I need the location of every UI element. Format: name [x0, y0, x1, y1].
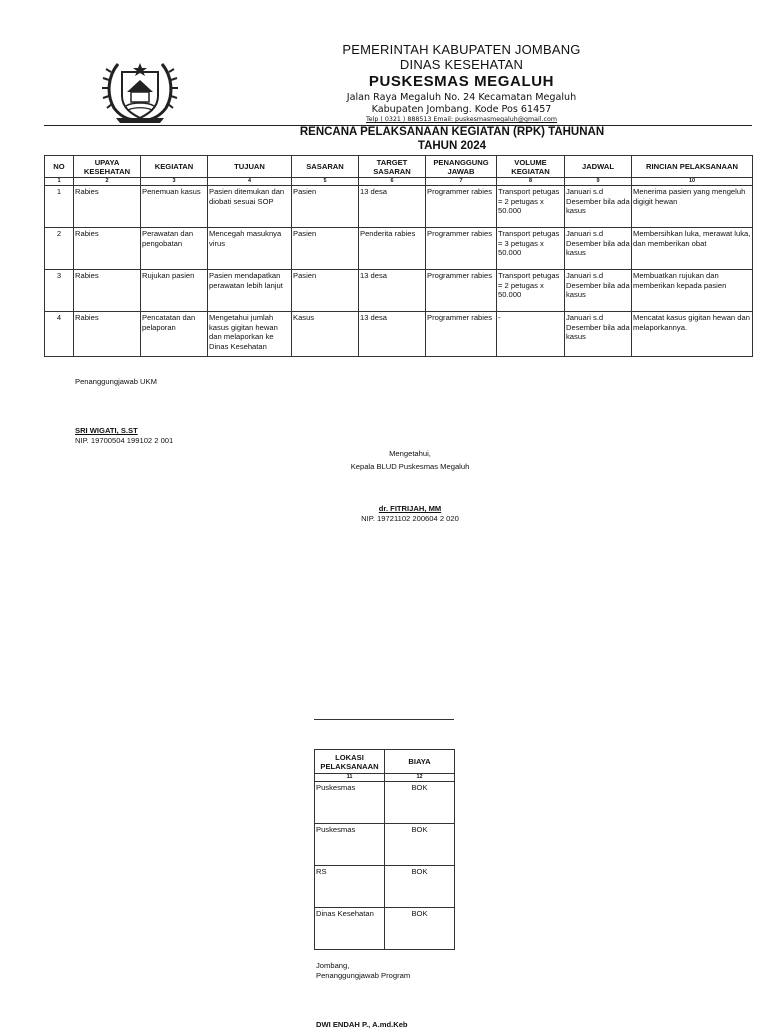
table-cell: 13 desa: [359, 186, 426, 228]
column-header: NO: [45, 156, 74, 178]
table-cell: RS: [315, 866, 385, 908]
column-number: 8: [497, 178, 565, 186]
column-header: BIAYA: [385, 750, 455, 774]
table-cell: Programmer rabies: [426, 228, 497, 270]
column-number: 9: [565, 178, 632, 186]
program-signature-block: [316, 961, 410, 981]
table-cell: BOK: [385, 824, 455, 866]
clinic-name: PUSKESMAS MEGALUH: [368, 73, 555, 90]
table-cell: Mencatat kasus gigitan hewan dan melaporkannya.: [632, 312, 753, 357]
address-line: Jalan Raya Megaluh No. 24 Kecamatan Megaluh: [346, 92, 577, 103]
column-number: 2: [74, 178, 141, 186]
table-cell: Programmer rabies: [426, 186, 497, 228]
table-cell: Perawatan dan pengobatan: [141, 228, 208, 270]
table-header-row: [315, 750, 455, 774]
column-number: 6: [359, 178, 426, 186]
table-cell: 3: [45, 270, 74, 312]
column-header: UPAYA KESEHATAN: [74, 156, 141, 178]
contact-line: Telp ( 0321 ) 888513 Email: puskesmasmegaluh@gmail.com: [366, 116, 557, 123]
table-cell: Dinas Kesehatan: [315, 908, 385, 950]
letterhead: [44, 40, 752, 128]
table-header-row: [45, 156, 753, 178]
column-number: 1: [45, 178, 74, 186]
location-cost-table: [314, 749, 455, 950]
table-cell: BOK: [385, 782, 455, 824]
ukm-signatory-nip: NIP. 19700504 199102 2 001: [75, 436, 174, 445]
table-cell: BOK: [385, 908, 455, 950]
document-title: RENCANA PELAKSANAAN KEGIATAN (RPK) TAHUNAN: [299, 126, 605, 138]
column-number: 3: [141, 178, 208, 186]
column-number-row: [45, 178, 753, 186]
table-row: [45, 186, 753, 228]
column-number-row: [315, 774, 455, 782]
table-cell: Januari s.d Desember bila ada kasus: [565, 228, 632, 270]
column-number: 7: [426, 178, 497, 186]
table-cell: Programmer rabies: [426, 270, 497, 312]
table-cell: Pasien: [292, 186, 359, 228]
column-header: PENANGGUNG JAWAB: [426, 156, 497, 178]
table-cell: Kasus: [292, 312, 359, 357]
ukm-signature-label: Penanggungjawab UKM: [75, 377, 157, 386]
column-number: 10: [632, 178, 753, 186]
table-cell: Transport petugas = 3 petugas x 50.000: [497, 228, 565, 270]
table-cell: Membersihkan luka, merawat luka, dan memberikan obat: [632, 228, 753, 270]
head-signatory-nip: NIP. 19721102 200604 2 020: [361, 514, 459, 523]
address-line-2: Kabupaten Jombang. Kode Pos 61457: [371, 104, 552, 115]
table-cell: 2: [45, 228, 74, 270]
head-title: Kepala BLUD Puskesmas Megaluh: [350, 462, 470, 471]
table-cell: Rabies: [74, 270, 141, 312]
column-header: KEGIATAN: [141, 156, 208, 178]
table-cell: Rujukan pasien: [141, 270, 208, 312]
table-cell: Pasien ditemukan dan diobati sesuai SOP: [208, 186, 292, 228]
column-number: 5: [292, 178, 359, 186]
table-cell: Mencegah masuknya virus: [208, 228, 292, 270]
column-header: LOKASI PELAKSANAAN: [315, 750, 385, 774]
letterhead-text: [324, 42, 599, 124]
table-row: [315, 782, 455, 824]
head-signatory-name: dr. FITRIJAH, MM: [378, 504, 442, 513]
table-cell: Mengetahui jumlah kasus gigitan hewan dan melaporkan ke Dinas Kesehatan: [208, 312, 292, 357]
column-header: JADWAL: [565, 156, 632, 178]
column-number: 11: [315, 774, 385, 782]
government-name: PEMERINTAH KABUPATEN JOMBANG: [342, 42, 581, 57]
table-cell: Penemuan kasus: [141, 186, 208, 228]
table-cell: Januari s.d Desember bila ada kasus: [565, 270, 632, 312]
page-divider: [314, 719, 454, 720]
table-cell: -: [497, 312, 565, 357]
table-row: [45, 312, 753, 357]
document-year: TAHUN 2024: [417, 140, 487, 152]
table-cell: Menerima pasien yang mengeluh digigit hewan: [632, 186, 753, 228]
column-header: TARGET SASARAN: [359, 156, 426, 178]
table-row: [45, 228, 753, 270]
table-cell: 1: [45, 186, 74, 228]
table-cell: 13 desa: [359, 270, 426, 312]
ukm-signature-block: [75, 426, 173, 446]
ukm-signatory-name: SRI WIGATI, S.ST: [75, 426, 138, 435]
table-cell: Pencatatan dan pelaporan: [141, 312, 208, 357]
table-cell: Transport petugas = 2 petugas x 50.000: [497, 270, 565, 312]
table-cell: Puskesmas: [315, 782, 385, 824]
rpk-table: [44, 155, 753, 357]
table-cell: Januari s.d Desember bila ada kasus: [565, 312, 632, 357]
column-number: 4: [208, 178, 292, 186]
signature-place: Jombang,: [316, 961, 350, 970]
table-cell: 13 desa: [359, 312, 426, 357]
table-cell: Januari s.d Desember bila ada kasus: [565, 186, 632, 228]
table-row: [315, 824, 455, 866]
approval-label: Mengetahui,: [389, 449, 431, 458]
column-header: VOLUME KEGIATAN: [497, 156, 565, 178]
table-cell: Pasien: [292, 270, 359, 312]
table-cell: Penderita rabies: [359, 228, 426, 270]
column-number: 12: [385, 774, 455, 782]
table-row: [315, 866, 455, 908]
table-cell: BOK: [385, 866, 455, 908]
table-cell: Rabies: [74, 186, 141, 228]
column-header: TUJUAN: [208, 156, 292, 178]
jombang-emblem-icon: [102, 58, 178, 124]
program-role: Penanggungjawab Program: [316, 971, 411, 980]
table-row: [315, 908, 455, 950]
table-cell: Rabies: [74, 312, 141, 357]
table-row: [45, 270, 753, 312]
approval-block: [310, 449, 510, 524]
table-cell: 4: [45, 312, 74, 357]
table-cell: Membuatkan rujukan dan memberikan kepada pasien: [632, 270, 753, 312]
column-header: SASARAN: [292, 156, 359, 178]
table-cell: Puskesmas: [315, 824, 385, 866]
department-name: DINAS KESEHATAN: [399, 57, 524, 72]
table-cell: Rabies: [74, 228, 141, 270]
table-cell: Transport petugas = 2 petugas x 50.000: [497, 186, 565, 228]
column-header: RINCIAN PELAKSANAAN: [632, 156, 753, 178]
table-cell: Pasien: [292, 228, 359, 270]
table-cell: Pasien mendapatkan perawatan lebih lanjut: [208, 270, 292, 312]
table-cell: Programmer rabies: [426, 312, 497, 357]
program-signatory-name: DWI ENDAH P., A.md.Keb: [316, 1020, 408, 1029]
